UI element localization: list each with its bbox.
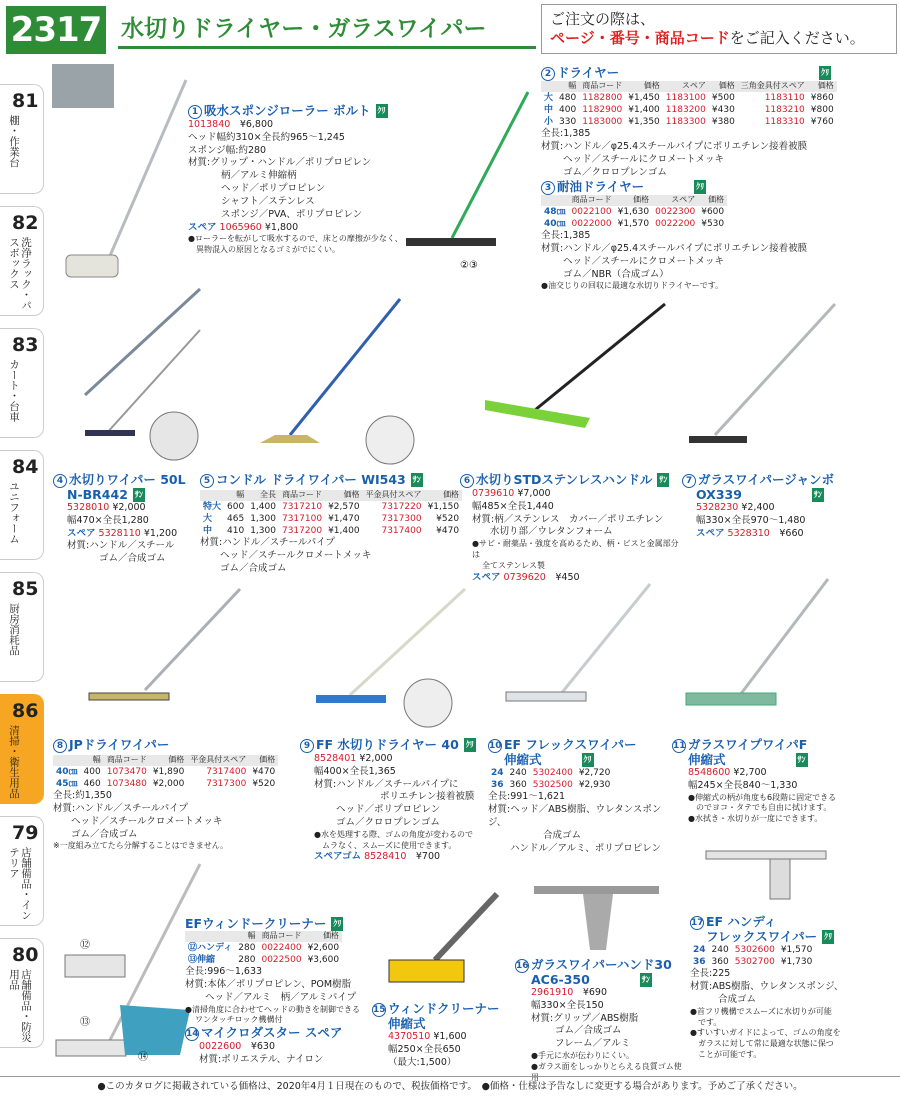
spare-label: スペアゴム bbox=[314, 851, 362, 863]
spare-code[interactable]: 8528410 bbox=[364, 851, 407, 863]
spec-line: 材質:ハンドル／スチールパイプに bbox=[314, 778, 459, 790]
hand-grip bbox=[583, 894, 613, 950]
spare-price: ¥1,800 bbox=[264, 221, 299, 233]
product-4 bbox=[53, 473, 203, 566]
note-line: ことが可能です。 bbox=[698, 1049, 762, 1059]
spec-line: 柄／アルミ伸縮柄 bbox=[221, 170, 297, 182]
product-code[interactable]: 1013840 bbox=[188, 119, 231, 130]
price: ¥630 bbox=[250, 1041, 276, 1053]
ef-flex-table bbox=[488, 767, 613, 791]
sponge-roller-head bbox=[66, 255, 118, 277]
condor-price-table bbox=[200, 490, 462, 537]
product-15 bbox=[372, 1002, 512, 1069]
col-header: 平金具付スペア bbox=[187, 755, 249, 766]
tab-number: 81 bbox=[12, 90, 39, 112]
tab-number: 79 bbox=[12, 822, 39, 844]
note-line: ガラスに対して常に最適な状態に保つ bbox=[698, 1039, 834, 1049]
spec-line: 材質:ポリエステル、ナイロン bbox=[199, 1053, 324, 1065]
note-line: ●油交じりの回収に最適な水切りドライヤーです。 bbox=[541, 281, 724, 291]
side-tab-83[interactable] bbox=[0, 328, 44, 438]
col-header: 価格 bbox=[425, 490, 463, 501]
page-number: 2317 bbox=[6, 6, 106, 54]
spec-line: 全長:225 bbox=[690, 968, 731, 980]
spec-line: 材質:ハンドル／スチールパイプ bbox=[53, 802, 188, 814]
spec-line: ヘッド／スチールクロメートメッキ bbox=[220, 550, 372, 562]
dryer-illustration bbox=[400, 88, 545, 278]
item-number: 2 bbox=[541, 67, 555, 81]
glass-wiper-jumbo-illustration bbox=[685, 300, 845, 460]
spec-line: 合成ゴム bbox=[718, 993, 757, 1005]
maker-badge: ｸﾘ bbox=[819, 66, 831, 80]
product-7 bbox=[682, 473, 852, 540]
product-name: 耐油ドライヤー bbox=[557, 179, 645, 194]
condor-detail-circle bbox=[366, 416, 414, 464]
item-number: 4 bbox=[53, 474, 67, 488]
jumbo-head bbox=[689, 436, 747, 443]
table-row: ⑫ハンディ 280 0022400 ¥2,600 bbox=[188, 942, 340, 953]
condor-wiper-illustration bbox=[235, 295, 415, 470]
price: ¥6,800 bbox=[239, 119, 274, 130]
label-12: ⑫ bbox=[80, 940, 90, 951]
note-line: ワンタッチロック機構付 bbox=[195, 1015, 283, 1025]
maker-badge: ｸﾘ bbox=[376, 104, 388, 118]
product-name: ウィンドクリーナー bbox=[388, 1001, 500, 1016]
product-name: マイクロダスター スペア bbox=[201, 1025, 343, 1041]
product-11 bbox=[672, 738, 852, 825]
note-line: ●伸縮式の柄が角度も6段階に固定できる bbox=[688, 792, 837, 802]
spec-line: 材質:グリップ／ABS樹脂 bbox=[531, 1012, 639, 1024]
item-number: 1 bbox=[188, 105, 202, 119]
maker-badge: ｻﾝ bbox=[812, 488, 824, 502]
sponge-roller-illustration bbox=[48, 60, 188, 300]
note-line: ムラなく、スムーズに使用できます。 bbox=[322, 840, 457, 850]
window-cleaner-handy bbox=[65, 955, 125, 977]
product-name: ガラスワイプワイパF bbox=[688, 737, 808, 752]
spare-label: スペア bbox=[472, 571, 501, 583]
window-cleaner-table bbox=[185, 931, 342, 966]
spec-line: ゴム／クロロプレンゴム bbox=[563, 166, 667, 178]
spec-line: ヘッド／ポリプロピレン bbox=[221, 183, 326, 195]
table-row: 中 400 1182900 ¥1,400 1183200 ¥430 1183210 ¥800 bbox=[544, 104, 834, 115]
micro-duster bbox=[120, 1005, 190, 1055]
spec-line: 幅470×全長1,280 bbox=[67, 514, 149, 526]
condor-head bbox=[260, 435, 320, 443]
note-line: ●ガラス面をしっかりとらえる良質ゴム使用 bbox=[531, 1061, 682, 1082]
product-5 bbox=[200, 473, 460, 576]
product-name: FF 水切りドライヤー 40 bbox=[316, 737, 459, 752]
side-tab-80[interactable] bbox=[0, 938, 44, 1048]
spec-line: ヘッド／アルミ 柄／アルミパイプ bbox=[205, 991, 356, 1003]
spec-line: 全長:1,385 bbox=[541, 128, 591, 140]
window-cleaner-15-illustration bbox=[385, 890, 505, 1010]
product-name: 水切りSTDステンレスハンドル bbox=[476, 472, 653, 487]
product-name: 水切りワイパー 50L bbox=[69, 472, 186, 487]
ff-dryer-illustration bbox=[310, 585, 470, 740]
note-line: のでヨコ・タテでも自由に拭けます。 bbox=[696, 803, 832, 813]
note-line: ※一度組み立てたら分解することはできません。 bbox=[53, 841, 229, 851]
spec-line: 幅250×全長650 bbox=[388, 1043, 461, 1055]
spec-line: 材質:本体／ポリプロピレン、POM樹脂 bbox=[185, 978, 352, 990]
product-model: フレックスワイパー bbox=[706, 929, 818, 944]
price: ¥1,600 bbox=[433, 1031, 467, 1042]
jp-head bbox=[89, 693, 169, 700]
spec-line: 材質:ヘッド／ABS樹脂、ウレタンスポンジ、 bbox=[488, 804, 662, 828]
price: ¥7,000 bbox=[517, 488, 551, 499]
spec-line: 幅245×全長840～1,330 bbox=[688, 779, 798, 791]
table-row: 36 360 5302500 ¥2,930 bbox=[491, 780, 611, 791]
col-header: 平金具付スペア bbox=[363, 490, 425, 501]
tab-label: 厨房消耗品 bbox=[8, 603, 20, 656]
price: ¥2,400 bbox=[741, 502, 775, 513]
product-name: 吸水スポンジローラー ボルト bbox=[204, 103, 371, 118]
spec-line: （最大:1,500） bbox=[388, 1056, 457, 1068]
item-number: 7 bbox=[682, 474, 696, 488]
tab-label: 棚・作業台 bbox=[8, 115, 20, 168]
product-code[interactable]: 2961910 bbox=[531, 987, 574, 998]
item-number: 17 bbox=[691, 918, 704, 928]
spec-line: 全長:991～1,621 bbox=[488, 791, 566, 803]
side-tab-81[interactable] bbox=[0, 84, 44, 194]
jp-price-table bbox=[53, 755, 278, 790]
product-name: ガラスワイパーハンド30 bbox=[531, 957, 672, 972]
spec-line: 全長:996～1,633 bbox=[185, 966, 263, 978]
product-name: ガラスワイパージャンボ bbox=[698, 472, 835, 487]
product-name: EF フレックスワイパー bbox=[504, 737, 637, 752]
product-code[interactable]: 0739610 bbox=[472, 488, 515, 499]
note-line: ●手元に水が伝わりにくい。 bbox=[531, 1051, 634, 1061]
product-code[interactable]: 0022600 bbox=[199, 1041, 242, 1053]
note-line: です。 bbox=[698, 1017, 722, 1027]
spec-line: ヘッド／スチールにクロメートメッキ bbox=[563, 153, 725, 165]
product-8 bbox=[53, 738, 293, 852]
col-header: 価格 bbox=[698, 195, 727, 206]
dryer-price-table bbox=[541, 81, 837, 128]
spec-line: 材質:ABS樹脂、ウレタンスポンジ、 bbox=[690, 981, 844, 993]
spare-code[interactable]: 5328310 bbox=[727, 527, 770, 539]
tab-label: ユニフォーム bbox=[8, 481, 20, 544]
product-code[interactable]: 4370510 bbox=[388, 1031, 431, 1042]
spec-line: ゴム／NBR（合成ゴム） bbox=[563, 268, 669, 280]
order-note bbox=[541, 4, 897, 54]
label-14: ⑭ bbox=[138, 1052, 148, 1063]
tab-label: 洗浄ラック・パスボックス bbox=[8, 237, 32, 311]
price: ¥690 bbox=[582, 987, 608, 998]
col-header: 全長 bbox=[247, 490, 279, 501]
product-10 bbox=[488, 738, 678, 855]
col-header: 価格 bbox=[615, 195, 653, 206]
maker-badge: ｸﾘ bbox=[694, 180, 706, 194]
product-6 bbox=[460, 473, 685, 584]
table-row: 48㎝ 0022100 ¥1,630 0022300 ¥600 bbox=[544, 206, 725, 217]
item-number: 3 bbox=[541, 181, 555, 195]
ef-handy-table bbox=[690, 944, 815, 968]
col-header: スペア bbox=[652, 195, 698, 206]
product-name: EF ハンディ bbox=[706, 914, 777, 929]
wiper-detail-circle bbox=[148, 410, 200, 462]
item-number: 14 bbox=[186, 1029, 199, 1040]
table-row: 40㎝ 400 1073470 ¥1,890 7317400 ¥470 bbox=[56, 766, 276, 777]
std-head bbox=[485, 400, 590, 428]
item-number: 8 bbox=[53, 739, 67, 753]
order-note-tail: をご記入ください。 bbox=[729, 29, 865, 47]
maker-badge: ｻﾝ bbox=[640, 973, 652, 987]
ef-handy-flex-illustration bbox=[700, 845, 840, 915]
wiper-head bbox=[85, 430, 135, 436]
spec-line: シャフト／ステンレス bbox=[221, 195, 315, 207]
oil-dryer-table bbox=[541, 195, 727, 230]
tab-number: 84 bbox=[12, 456, 39, 478]
spec-line: ヘッド／スチールにクロメートメッキ bbox=[563, 255, 725, 267]
product-name: JPドライワイパー bbox=[69, 737, 170, 752]
tab-label: カート・台車 bbox=[8, 359, 20, 422]
spec-line: ポリエチレン接着被膜 bbox=[380, 791, 475, 803]
std-stainless-illustration bbox=[480, 300, 680, 440]
product-model: AC6-350 bbox=[531, 972, 590, 987]
item-number: 10 bbox=[489, 741, 502, 751]
side-tab-84[interactable] bbox=[0, 450, 44, 560]
item-number: 16 bbox=[516, 961, 529, 971]
product-3 bbox=[541, 180, 841, 292]
spec-line: フレーム／アルミ bbox=[555, 1038, 631, 1050]
table-row: 小 330 1183000 ¥1,350 1183300 ¥380 1183310 ¥760 bbox=[544, 117, 834, 128]
product-model: N-BR442 bbox=[67, 487, 128, 502]
table-row: 中 410 1,300 7317200 ¥1,400 7317400 ¥470 bbox=[203, 526, 460, 537]
col-header: 商品コード bbox=[258, 931, 304, 942]
maker-badge: ｸﾘ bbox=[582, 753, 594, 767]
tab-number: 80 bbox=[12, 944, 39, 966]
col-header: 商品コード bbox=[579, 81, 625, 92]
product-9 bbox=[300, 738, 495, 864]
col-header: 幅 bbox=[81, 755, 104, 766]
spare-price: ¥450 bbox=[555, 571, 580, 583]
col-header: 価格 bbox=[325, 490, 363, 501]
product-code[interactable]: 5328230 bbox=[696, 502, 739, 513]
side-tab-86[interactable] bbox=[0, 694, 44, 804]
tab-number: 83 bbox=[12, 334, 39, 356]
handy-grip bbox=[770, 859, 790, 899]
col-header: 価格 bbox=[709, 81, 738, 92]
spec-line: ヘッド／スチールクロメートメッキ bbox=[71, 815, 223, 827]
spec-line: 材質:グリップ・ハンドル／ポリプロピレン bbox=[188, 157, 372, 169]
col-header: 商品コード bbox=[569, 195, 615, 206]
product-name: コンドル ドライワイパー WI543 bbox=[216, 472, 406, 487]
glass-wipe-wiper-illustration bbox=[680, 575, 840, 735]
col-header: 幅 bbox=[235, 931, 258, 942]
item-number: 11 bbox=[673, 741, 686, 751]
note-line: ●水を処理する際、ゴムの角度が変わるので bbox=[314, 829, 473, 839]
spec-line: 材質:柄／ステンレス カバー／ポリエチレン bbox=[472, 513, 664, 525]
maker-badge: ｸﾘ bbox=[822, 930, 834, 944]
maker-badge: ｻﾝ bbox=[657, 473, 669, 487]
product-16 bbox=[515, 958, 685, 1083]
col-header: 価格 bbox=[305, 931, 343, 942]
col-header: 価格 bbox=[808, 81, 837, 92]
tab-number: 85 bbox=[12, 578, 39, 600]
spec-line: スポンジ幅:約280 bbox=[188, 144, 267, 156]
product-name: ドライヤー bbox=[557, 65, 620, 80]
table-row: 特大 600 1,400 7317210 ¥2,570 7317220 ¥1,150 bbox=[203, 501, 460, 512]
spec-line: 材質:ハンドル／スチール bbox=[67, 540, 175, 552]
spec-line: スポンジ／PVA、ポリプロピレン bbox=[221, 208, 363, 220]
spec-line: ゴム／合成ゴム bbox=[220, 562, 287, 574]
ff-detail-circle bbox=[404, 679, 452, 727]
page-title: 水切りドライヤー・ガラスワイパー bbox=[121, 16, 487, 42]
table-row: 40㎝ 0022000 ¥1,570 0022200 ¥530 bbox=[544, 218, 725, 229]
spec-line: 幅330×全長970～1,480 bbox=[696, 514, 806, 526]
spare-code[interactable]: 1065960 bbox=[219, 221, 262, 233]
maker-badge: ｻﾝ bbox=[133, 488, 145, 502]
note-line: ●すいすいガイドによって、ゴムの角度を bbox=[690, 1028, 841, 1038]
tab-label: 店舗備品・防災用品 bbox=[8, 969, 32, 1043]
table-row: 24 240 5302400 ¥2,720 bbox=[491, 768, 611, 778]
product-1 bbox=[188, 104, 403, 256]
table-row: 24 240 5302600 ¥1,570 bbox=[693, 945, 813, 955]
note-line: ●清掃角度に合わせてヘッドの動きを制御できる bbox=[185, 1004, 360, 1014]
jp-dryer-illustration bbox=[85, 585, 245, 735]
item-number: 15 bbox=[373, 1005, 386, 1015]
window-cleaner-extend bbox=[56, 1040, 126, 1056]
item-number: 6 bbox=[460, 474, 474, 488]
order-note-red: ページ・番号・商品コード bbox=[550, 29, 730, 47]
spare-label: スペア bbox=[188, 221, 217, 233]
price: ¥2,700 bbox=[733, 767, 767, 778]
product-code[interactable]: 5328010 bbox=[67, 502, 110, 513]
product-model: 伸縮式 bbox=[688, 752, 726, 767]
table-row: ⑬伸縮 280 0022500 ¥3,600 bbox=[188, 954, 340, 965]
maker-badge: ｻﾝ bbox=[796, 753, 808, 767]
title-underline bbox=[118, 46, 536, 49]
col-header: 商品コード bbox=[104, 755, 150, 766]
note-line: ●ローラーを転がして吸水するので、床との摩擦が少なく、 bbox=[188, 234, 403, 244]
spec-line: ゴム／合成ゴム bbox=[99, 553, 166, 565]
price: ¥2,000 bbox=[359, 753, 393, 764]
spec-line: ハンドル／アルミ、ポリプロピレン bbox=[510, 842, 662, 854]
maker-badge: ｻﾝ bbox=[411, 473, 423, 487]
label-2-3: ②③ bbox=[460, 260, 478, 271]
side-tab-82[interactable] bbox=[0, 206, 44, 316]
page-footer: ●このカタログに掲載されている価格は、2020年4月１日現在のもので、税抜価格です。 ●価格・仕様は予告なしに変更する場合があります。予めご了承ください。 bbox=[0, 1076, 900, 1094]
ef-flex-head bbox=[506, 692, 586, 701]
note-line: ●サビ・耐薬品・強度を高めるため、柄・ビスと金属部分は bbox=[472, 539, 679, 560]
product-code[interactable]: 8528401 bbox=[314, 753, 357, 764]
spec-line: 幅485×全長1,440 bbox=[472, 500, 554, 512]
table-row: 45㎝ 460 1073480 ¥2,000 7317300 ¥520 bbox=[56, 778, 276, 789]
col-header: スペア bbox=[663, 81, 709, 92]
spare-label: スペア bbox=[67, 527, 96, 539]
col-header: 価格 bbox=[150, 755, 188, 766]
col-header: 三角金具付スペア bbox=[738, 81, 808, 92]
dryer-head bbox=[406, 238, 496, 246]
product-model: OX339 bbox=[696, 487, 742, 502]
spec-line: 材質:ハンドル／φ25.4スチールパイプにポリエチレン接着被膜 bbox=[541, 141, 808, 153]
page-header bbox=[0, 0, 900, 58]
product-2 bbox=[541, 66, 841, 179]
tab-number: 86 bbox=[12, 700, 39, 722]
col-header: 商品コード bbox=[279, 490, 325, 501]
spec-line: ゴム／合成ゴム bbox=[71, 828, 138, 840]
table-row: 大 465 1,300 7317100 ¥1,470 7317300 ¥520 bbox=[203, 513, 460, 524]
order-note-line1: ご注文の際は、 bbox=[550, 10, 656, 28]
spare-price: ¥1,200 bbox=[143, 527, 178, 539]
spare-code[interactable]: 0739620 bbox=[503, 571, 546, 583]
spec-line: 合成ゴム bbox=[543, 829, 582, 841]
spec-line: 水切り部／ウレタンフォーム bbox=[490, 526, 613, 538]
spec-line: 幅330×全長150 bbox=[531, 999, 604, 1011]
spec-line: 材質:ハンドル／スチールパイプ bbox=[200, 537, 335, 549]
spec-line: ヘッド幅約310×全長約965～1,245 bbox=[188, 131, 345, 143]
item-number: 9 bbox=[300, 739, 314, 753]
spec-line: ゴム／合成ゴム bbox=[555, 1025, 622, 1037]
price: ¥2,000 bbox=[112, 502, 146, 513]
item-number: 5 bbox=[200, 474, 214, 488]
spare-label: スペア bbox=[696, 527, 725, 539]
maker-badge: ｸﾘ bbox=[331, 917, 343, 931]
window-cleaner-15-head bbox=[389, 960, 464, 982]
side-tab-85[interactable] bbox=[0, 572, 44, 682]
tab-number: 82 bbox=[12, 212, 39, 234]
spare-price: ¥700 bbox=[415, 851, 441, 863]
spec-line: ヘッド／ポリプロピレン bbox=[336, 804, 441, 816]
note-line: ●首フリ機構でスムーズに水切りが可能 bbox=[690, 1006, 832, 1016]
product-12-13-14 bbox=[185, 917, 365, 1067]
product-model: 伸縮式 bbox=[504, 752, 542, 767]
table-row: 36 360 5302700 ¥1,730 bbox=[693, 957, 813, 968]
spare-code[interactable]: 5328110 bbox=[98, 527, 141, 539]
floor-photo bbox=[52, 64, 114, 108]
ff-head bbox=[316, 695, 386, 703]
spec-line: 全長:1,385 bbox=[541, 230, 591, 242]
spec-line: 幅400×全長1,365 bbox=[314, 765, 396, 777]
col-header: 価格 bbox=[249, 755, 278, 766]
col-header: 幅 bbox=[556, 81, 579, 92]
note-line: 全てステンレス製 bbox=[482, 560, 545, 570]
product-code[interactable]: 8548600 bbox=[688, 767, 731, 778]
col-header: 価格 bbox=[625, 81, 663, 92]
product-model: 伸縮式 bbox=[388, 1016, 426, 1031]
tab-label: 清掃・衛生用品 bbox=[8, 725, 20, 799]
spare-price: ¥660 bbox=[779, 527, 804, 539]
tab-label: 店舗備品・インテリア bbox=[8, 847, 32, 921]
table-row: 大 480 1182800 ¥1,450 1183100 ¥500 1183110 ¥860 bbox=[544, 92, 834, 103]
spec-line: 全長:約1,350 bbox=[53, 790, 112, 802]
note-line: 異物混入の原因となるゴミがでにくい。 bbox=[196, 245, 340, 255]
col-header: 幅 bbox=[224, 490, 247, 501]
note-line: ●水拭き・水切りが一度にできます。 bbox=[688, 814, 823, 824]
maker-badge: ｸﾘ bbox=[464, 738, 476, 752]
ef-flex-illustration bbox=[500, 580, 660, 730]
product-17 bbox=[690, 915, 855, 1061]
spec-line: ゴム／クロロプレンゴム bbox=[336, 817, 440, 829]
spec-line: 材質:ハンドル／φ25.4スチールパイプにポリエチレン接着被膜 bbox=[541, 242, 808, 254]
label-13: ⑬ bbox=[80, 1017, 90, 1028]
side-tab-79[interactable] bbox=[0, 816, 44, 926]
glass-wiper-hand-illustration bbox=[528, 880, 668, 960]
product-name: EFウィンドークリーナー bbox=[185, 916, 327, 931]
glass-wipe-head bbox=[686, 693, 776, 705]
